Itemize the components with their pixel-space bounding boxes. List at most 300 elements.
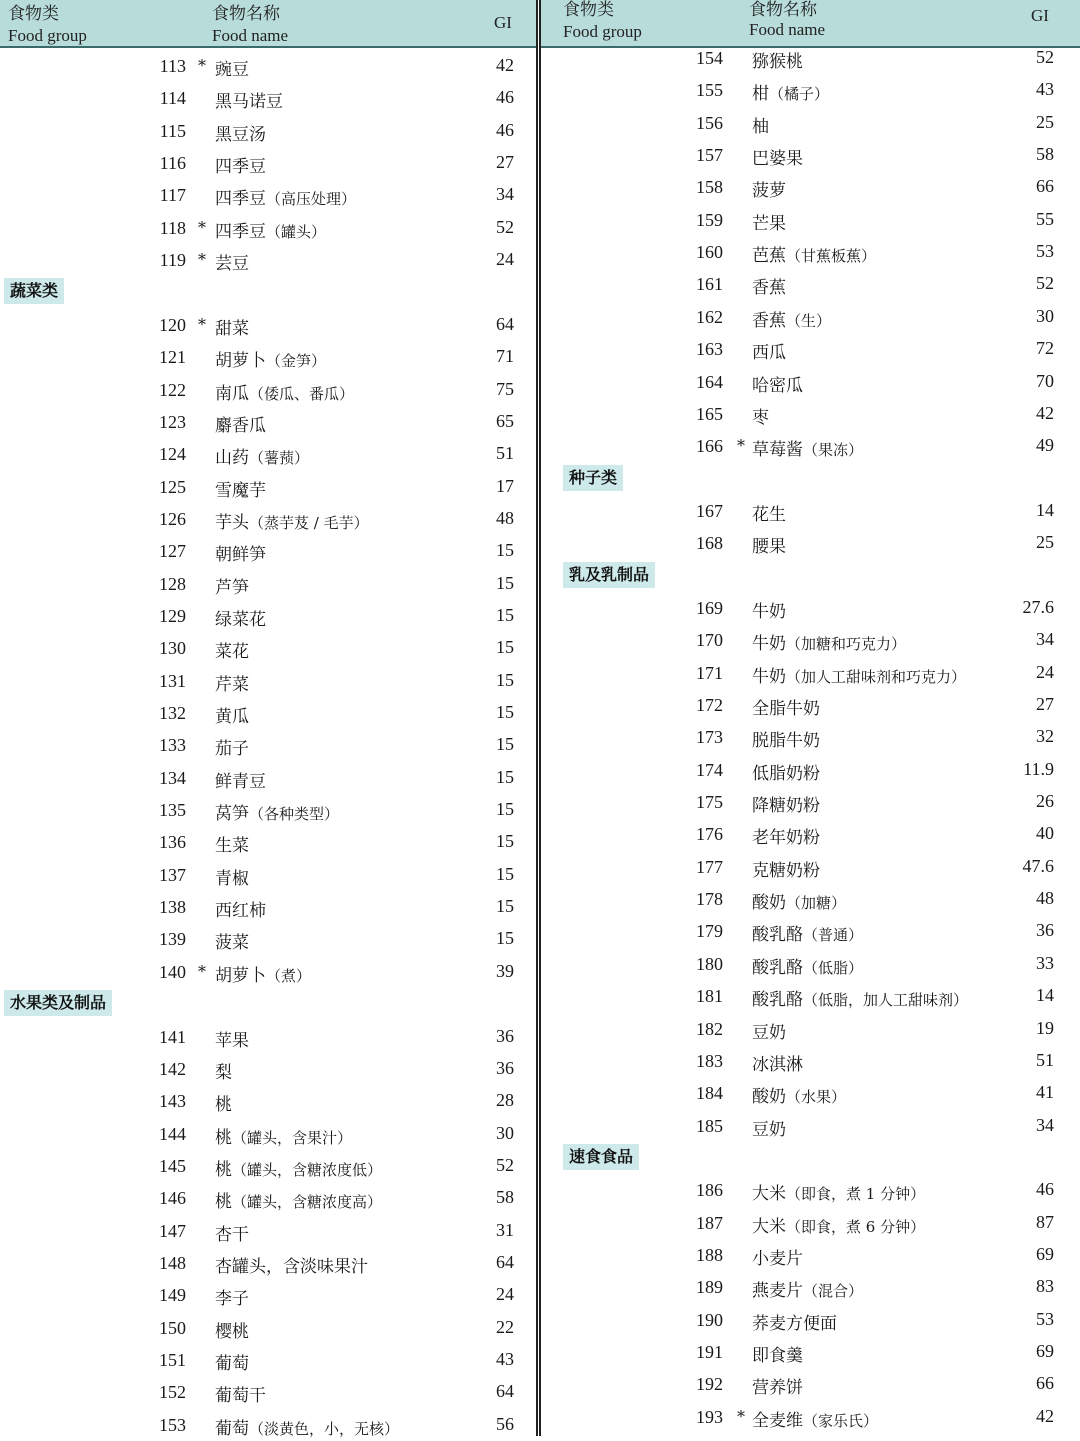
table-row [0, 1182, 536, 1214]
item-number: 166 [696, 436, 723, 457]
item-number: 152 [159, 1382, 186, 1403]
table-row [541, 818, 1080, 850]
table-row [0, 147, 536, 179]
item-number: 126 [159, 508, 186, 529]
gi-value: 70 [1036, 370, 1054, 391]
food-name [752, 856, 820, 881]
item-number: 113 [159, 56, 186, 76]
food-name-note: （普通） [803, 926, 864, 945]
table-row [0, 1279, 536, 1311]
food-name-note: （加人工甜味剂和巧克力） [786, 667, 967, 686]
food-name [752, 759, 820, 784]
item-number: 151 [159, 1350, 186, 1370]
food-name-main: 花生 [752, 504, 786, 525]
food-name-main: 酸奶 [752, 1087, 786, 1108]
food-name [752, 726, 820, 751]
gi-value: 46 [1036, 1179, 1054, 1200]
item-number: 177 [696, 856, 723, 877]
food-name-main: 酸乳酪 [752, 957, 803, 978]
gi-value: 15 [496, 863, 514, 884]
food-name [215, 217, 326, 242]
item-number: 189 [696, 1277, 723, 1298]
item-number: 115 [159, 120, 186, 141]
food-name [752, 338, 786, 363]
gi-value: 52 [1036, 273, 1054, 294]
food-name-note: （加糖） [786, 894, 847, 913]
food-name-main: 豆奶 [752, 1119, 786, 1140]
table-row [541, 915, 1080, 947]
food-name-main: 巴婆果 [752, 149, 803, 170]
food-name [215, 928, 249, 953]
food-name-main: 麝香瓜 [215, 415, 266, 436]
food-name-main: 柚 [752, 116, 769, 137]
asterisk-marker: * [198, 250, 206, 270]
food-name [215, 1284, 249, 1309]
food-name [752, 791, 820, 816]
food-name-main: 绿菜花 [215, 609, 266, 630]
gi-value: 24 [496, 249, 514, 270]
food-name-main: 大米 [752, 1184, 786, 1205]
table-row [541, 1304, 1080, 1336]
food-name [752, 662, 966, 687]
food-name [215, 540, 266, 565]
food-name-note: （低脂，加人工甜味剂） [803, 991, 969, 1010]
item-number: 121 [159, 347, 186, 368]
item-number: 174 [696, 759, 723, 780]
category-label: 速食食品 [563, 1144, 639, 1170]
gi-value: 14 [1036, 985, 1054, 1006]
table-row [541, 430, 1080, 462]
gi-value: 14 [1036, 499, 1054, 520]
food-name-main: 小麦片 [752, 1248, 803, 1269]
table-row [0, 665, 536, 697]
header-gi: GI [494, 13, 512, 32]
food-name-main: 四季豆 [215, 189, 266, 210]
item-number: 191 [696, 1342, 723, 1362]
gi-value: 33 [1036, 952, 1054, 973]
item-number: 178 [696, 889, 723, 910]
food-name-main: 胡萝卜 [215, 965, 266, 986]
gi-value: 51 [1036, 1049, 1054, 1070]
food-name [215, 184, 356, 209]
table-row [0, 471, 536, 503]
food-name [752, 1179, 925, 1204]
item-number: 124 [159, 444, 186, 465]
item-number: 134 [159, 767, 186, 788]
food-name-note: （煮） [266, 966, 312, 985]
item-number: 193 [696, 1406, 723, 1427]
food-name-main: 黑马诺豆 [215, 92, 283, 113]
gi-value: 15 [496, 604, 514, 625]
food-name [215, 831, 249, 856]
food-name [215, 799, 339, 824]
gi-value: 65 [496, 410, 514, 431]
item-number: 139 [159, 929, 186, 950]
table-row [0, 244, 536, 276]
gi-value: 43 [496, 1349, 514, 1369]
food-name [215, 508, 369, 533]
food-name-note: （加糖和巧克力） [786, 635, 907, 654]
food-name-main: 燕麦片 [752, 1281, 803, 1302]
table-row [0, 1376, 536, 1408]
food-name [215, 55, 249, 80]
table-row [0, 115, 536, 147]
food-name [215, 1026, 249, 1051]
food-name [215, 1220, 249, 1245]
table-row [541, 624, 1080, 656]
gi-value: 58 [496, 1187, 514, 1208]
table-row [541, 1174, 1080, 1206]
food-name [215, 314, 249, 339]
gi-value: 52 [496, 1154, 514, 1175]
table-row [0, 179, 536, 211]
item-number: 190 [696, 1309, 723, 1330]
table-row [541, 495, 1080, 527]
gi-value: 52 [496, 216, 514, 237]
food-name-note: （各种类型） [249, 805, 340, 824]
gi-value: 36 [1036, 920, 1054, 941]
item-number: 162 [696, 306, 723, 327]
food-name [752, 273, 786, 298]
item-number: 175 [696, 792, 723, 813]
food-name [752, 597, 786, 622]
item-number: 142 [159, 1058, 186, 1079]
food-name-note: （家乐氏） [803, 1411, 879, 1430]
food-name-main: 冰淇淋 [752, 1054, 803, 1075]
table-row [541, 333, 1080, 365]
table-row [0, 600, 536, 632]
food-name [752, 888, 846, 913]
food-name [215, 152, 266, 177]
item-number: 120 [159, 314, 186, 335]
header-group-cn: 食物类 [8, 4, 59, 23]
food-name-main: 大米 [752, 1216, 786, 1237]
table-row [0, 1150, 536, 1182]
food-name [752, 241, 876, 266]
table-row [0, 632, 536, 664]
food-name [752, 47, 803, 72]
item-number: 123 [159, 411, 186, 432]
item-number: 119 [159, 250, 186, 271]
food-name [752, 403, 769, 428]
item-number: 179 [696, 921, 723, 942]
gi-value: 27 [496, 152, 514, 173]
table-row [0, 309, 536, 341]
food-name-note: （蒸芋芨 / 毛芋） [249, 513, 369, 532]
item-number: 140 [159, 961, 186, 982]
gi-value: 47.6 [1022, 855, 1054, 876]
table-row [541, 657, 1080, 689]
item-number: 165 [696, 403, 723, 424]
gi-value: 48 [496, 507, 514, 528]
item-number: 169 [696, 597, 723, 618]
item-number: 176 [696, 824, 723, 845]
food-name-main: 芹菜 [215, 674, 249, 695]
food-name [215, 1381, 266, 1406]
table-row [0, 406, 536, 438]
food-name [752, 1276, 863, 1301]
table-row [541, 1077, 1080, 1109]
food-name-main: 芋头 [215, 512, 249, 533]
food-name-main: 菠萝 [752, 181, 786, 202]
food-name-main: 芭蕉 [752, 246, 786, 267]
food-name [215, 734, 249, 759]
food-name [215, 87, 283, 112]
gi-value: 36 [496, 1057, 514, 1078]
item-number: 192 [696, 1374, 723, 1395]
food-name-main: 杏罐头，含淡味果汁 [215, 1256, 368, 1277]
item-number: 141 [159, 1026, 186, 1047]
food-name [215, 1090, 232, 1115]
food-name-note: （即食，煮 1 分钟） [786, 1185, 926, 1204]
food-name [752, 209, 786, 234]
gi-value: 58 [1036, 144, 1054, 165]
item-number: 128 [159, 573, 186, 594]
item-number: 180 [696, 953, 723, 974]
food-name-main: 生菜 [215, 836, 249, 857]
food-name [215, 1123, 352, 1148]
food-name-main: 营养饼 [752, 1378, 803, 1399]
gi-value: 64 [496, 1251, 514, 1272]
food-name-main: 香蕉 [752, 310, 786, 331]
table-row [541, 139, 1080, 171]
header-group-en: Food group [8, 26, 87, 45]
table-row [541, 107, 1080, 139]
gi-value: 42 [1036, 1405, 1054, 1426]
item-number: 146 [159, 1188, 186, 1209]
item-number: 173 [696, 727, 723, 748]
gi-value: 25 [1036, 111, 1054, 132]
table-row [0, 923, 536, 955]
food-name [752, 1212, 925, 1237]
food-name-main: 莴笋 [215, 804, 249, 825]
item-number: 182 [696, 1018, 723, 1039]
food-name [215, 476, 266, 501]
asterisk-marker: * [737, 1406, 745, 1426]
item-number: 154 [696, 48, 723, 68]
item-number: 129 [159, 605, 186, 626]
category-label: 种子类 [563, 465, 623, 491]
food-name [752, 953, 863, 978]
item-number: 149 [159, 1285, 186, 1306]
item-number: 133 [159, 735, 186, 756]
gi-value: 15 [496, 572, 514, 593]
food-name [215, 1414, 399, 1439]
gi-value: 27.6 [1022, 596, 1054, 617]
food-name-main: 酸乳酪 [752, 990, 803, 1011]
food-name [215, 249, 249, 274]
food-name-main: 四季豆 [215, 221, 266, 242]
food-name [752, 532, 786, 557]
table-row [541, 1207, 1080, 1239]
table-row [541, 527, 1080, 559]
food-name-main: 猕猴桃 [752, 52, 803, 72]
gi-value: 27 [1036, 694, 1054, 714]
food-name [215, 411, 266, 436]
gi-value: 24 [496, 1284, 514, 1305]
food-name-note: （罐头） [266, 222, 327, 241]
food-name-note: （淡黄色，小，无核） [249, 1419, 400, 1438]
item-number: 188 [696, 1244, 723, 1265]
item-number: 114 [159, 88, 186, 109]
food-name [215, 864, 249, 889]
food-name-main: 腰果 [752, 537, 786, 558]
gi-value: 66 [1036, 1373, 1054, 1394]
item-number: 155 [696, 80, 723, 101]
table-row [541, 721, 1080, 753]
food-name-main: 鲜青豆 [215, 771, 266, 792]
gi-value: 42 [496, 55, 514, 75]
food-name-note: （甘蕉板蕉） [786, 247, 877, 266]
food-name [752, 1309, 837, 1334]
food-name-main: 芒果 [752, 213, 786, 234]
food-name [752, 371, 803, 396]
food-name-main: 南瓜 [215, 383, 249, 404]
food-name-note: （低脂） [803, 958, 864, 977]
food-name [215, 1252, 368, 1277]
item-number: 136 [159, 832, 186, 853]
food-name-note: （橘子） [769, 85, 830, 104]
table-row [0, 826, 536, 858]
table-row [541, 689, 1080, 721]
table-row [0, 859, 536, 891]
asterisk-marker: * [198, 56, 206, 75]
gi-value: 28 [496, 1090, 514, 1111]
gi-value: 15 [496, 896, 514, 917]
item-number: 143 [159, 1091, 186, 1112]
food-name-main: 山药 [215, 448, 249, 469]
table-row [541, 366, 1080, 398]
food-name-main: 葡萄 [215, 1418, 249, 1439]
food-name-main: 西红柿 [215, 901, 266, 922]
header-group-en: Food group [563, 22, 642, 41]
item-number: 187 [696, 1212, 723, 1233]
food-name-main: 李子 [215, 1289, 249, 1310]
food-name [215, 896, 266, 921]
item-number: 130 [159, 638, 186, 659]
food-name-main: 即食羹 [752, 1346, 803, 1366]
item-number: 150 [159, 1317, 186, 1338]
gi-value: 55 [1036, 208, 1054, 229]
asterisk-marker: * [198, 314, 206, 334]
gi-value: 22 [496, 1316, 514, 1337]
food-name-note: （罐头，含糖浓度低） [232, 1160, 383, 1179]
food-name-main: 梨 [215, 1062, 232, 1083]
food-name-note: （薯蓣） [249, 449, 310, 468]
item-number: 161 [696, 274, 723, 295]
gi-value: 15 [496, 637, 514, 658]
table-row [541, 851, 1080, 883]
table-row [0, 1053, 536, 1085]
item-number: 137 [159, 864, 186, 885]
food-name [215, 1187, 382, 1212]
gi-value: 30 [496, 1122, 514, 1143]
gi-value: 15 [496, 831, 514, 852]
food-name-main: 樱桃 [215, 1321, 249, 1342]
food-name-note: （倭瓜、番瓜） [249, 384, 355, 403]
item-number: 159 [696, 209, 723, 230]
gi-value: 56 [496, 1413, 514, 1434]
item-number: 144 [159, 1123, 186, 1144]
table-row [0, 50, 536, 82]
item-number: 156 [696, 112, 723, 133]
table-row [541, 592, 1080, 624]
table-row [0, 794, 536, 826]
table-row [0, 341, 536, 373]
food-name [752, 306, 831, 331]
table-row [541, 1336, 1080, 1368]
gi-value: 34 [496, 184, 514, 205]
food-name [215, 573, 249, 598]
table-row [0, 1215, 536, 1247]
food-name [752, 1341, 803, 1366]
table-row [541, 883, 1080, 915]
table-row [541, 301, 1080, 333]
item-number: 118 [159, 217, 186, 238]
food-name [215, 1317, 249, 1342]
table-row [541, 398, 1080, 430]
gi-value: 46 [496, 119, 514, 140]
gi-value: 40 [1036, 823, 1054, 844]
table-row [541, 1401, 1080, 1433]
table-row [541, 236, 1080, 268]
gi-value: 19 [1036, 1017, 1054, 1038]
table-row [0, 503, 536, 535]
item-number: 167 [696, 500, 723, 521]
food-name [752, 1082, 846, 1107]
item-number: 185 [696, 1115, 723, 1136]
food-name [752, 1050, 803, 1075]
food-name-main: 牛奶 [752, 601, 786, 622]
food-name-main: 青椒 [215, 868, 249, 889]
table-row [0, 1312, 536, 1344]
gi-value: 69 [1036, 1243, 1054, 1264]
table-row [0, 1021, 536, 1053]
gi-value: 53 [1036, 1308, 1054, 1329]
food-name-main: 甜菜 [215, 318, 249, 339]
food-name-main: 老年奶粉 [752, 828, 820, 849]
food-name [215, 605, 266, 630]
gi-value: 49 [1036, 435, 1054, 456]
item-number: 158 [696, 177, 723, 198]
food-name [215, 702, 249, 727]
food-name-main: 全脂牛奶 [752, 699, 820, 719]
table-row [541, 948, 1080, 980]
food-name-main: 桃 [215, 1127, 232, 1148]
food-name-note: （混合） [803, 1282, 864, 1301]
food-name-note: （金笋） [266, 352, 327, 371]
gi-value: 64 [496, 313, 514, 334]
gi-value: 51 [496, 443, 514, 464]
item-number: 131 [159, 670, 186, 691]
item-number: 164 [696, 371, 723, 392]
gi-value: 15 [496, 540, 514, 561]
table-row [541, 1368, 1080, 1400]
table-row [0, 956, 536, 988]
gi-value: 52 [1036, 47, 1054, 67]
item-number: 145 [159, 1155, 186, 1176]
food-name-main: 菠菜 [215, 933, 249, 954]
header-name-cn: 食物名称 [212, 4, 280, 23]
food-name [215, 961, 311, 986]
food-name-note: （果冻） [803, 441, 864, 460]
item-number: 117 [159, 185, 186, 206]
food-name-main: 豌豆 [215, 60, 249, 80]
item-number: 132 [159, 703, 186, 723]
food-name-main: 茄子 [215, 739, 249, 760]
food-name-main: 哈密瓜 [752, 375, 803, 396]
food-name-main: 芸豆 [215, 254, 249, 275]
